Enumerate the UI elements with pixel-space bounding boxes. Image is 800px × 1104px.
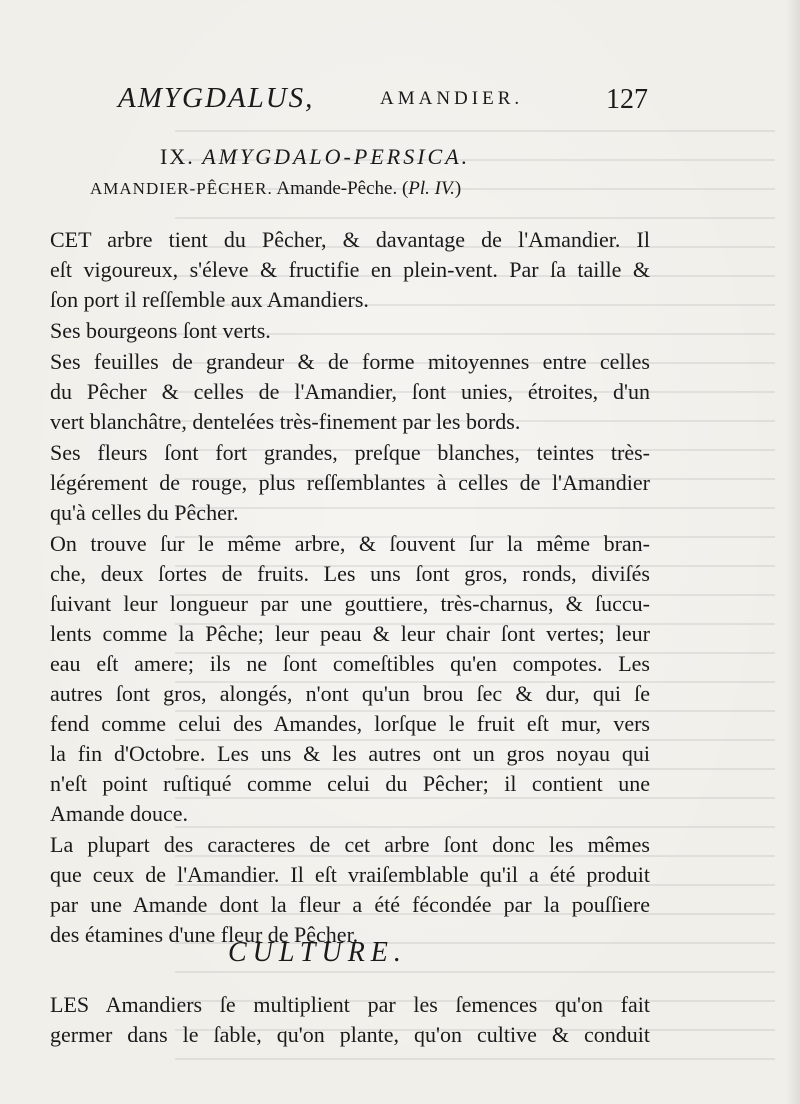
species-heading (160, 144, 470, 170)
text-line: des étamines d'une fleur de Pêcher. (50, 922, 359, 947)
culture-text (50, 992, 650, 1052)
text-line: Ses fleurs ſont fort grandes, preſque blanches, teintes très- (50, 440, 650, 465)
text-line: par une Amande dont la fleur a été fécondée par la pouſſiere (50, 892, 650, 917)
species-number: IX. (160, 144, 195, 169)
paragraph (50, 227, 650, 317)
paragraph (50, 318, 650, 348)
plate-open-paren: ( (401, 178, 409, 199)
plate-reference: Pl. IV. (408, 178, 455, 199)
text-line: eſt vigoureux, s'éleve & fructifie en plein-vent. Par ſa taille & (50, 257, 650, 282)
page-number: 127 (606, 84, 648, 115)
text-line: légérement de rouge, plus reſſemblantes à celles de l'Amandier (50, 470, 650, 495)
running-head-genus: AMYGDALUS, (118, 82, 315, 114)
text-line: che, deux ſortes de fruits. Les uns ſont gros, ronds, diviſés (50, 561, 650, 586)
paragraph (50, 832, 650, 952)
running-head-common-name: AMANDIER. (380, 88, 524, 109)
text-line: autres ſont gros, alongés, n'ont qu'un brou ſec & dur, qui ſe (50, 681, 650, 706)
text-line: n'eſt point ruſtiqué comme celui du Pêcher; il contient une (50, 771, 650, 796)
text-line: Ses bourgeons ſont verts. (50, 318, 271, 343)
text-line: Ses feuilles de grandeur & de forme mitoyennes entre celles (50, 349, 650, 374)
section-title: CULTURE. (228, 937, 407, 968)
text-line: qu'à celles du Pêcher. (50, 500, 239, 525)
text-line: vert blanchâtre, dentelées très-finement par les bords. (50, 409, 521, 434)
text-line: lents comme la Pêche; leur peau & leur chair ſont vertes; leur (50, 621, 650, 646)
running-head (118, 82, 648, 122)
text-line: que ceux de l'Amandier. Il eſt vraiſemblable qu'il a été produit (50, 862, 650, 887)
page-edge-shadow (786, 0, 800, 1104)
synonym-line (90, 178, 461, 200)
text-line: On trouve ſur le même arbre, & ſouvent ſur la même bran- (50, 531, 650, 556)
paragraph (50, 349, 650, 439)
text-line: ſon port il reſſemble aux Amandiers. (50, 287, 369, 312)
paragraph (50, 440, 650, 530)
text-line: du Pêcher & celles de l'Amandier, ſont unies, étroites, d'un (50, 379, 650, 404)
synonym-alt: Amande-Pêche. (276, 178, 398, 199)
synonym-common: AMANDIER-PÊCHER. (90, 179, 273, 198)
text-line: ſuivant leur longueur par une gouttiere, très-charnus, & ſuccu- (50, 591, 650, 616)
species-name: AMYGDALO-PERSICA. (202, 144, 471, 169)
text-line: LES Amandiers ſe multiplient par les ſemences qu'on fait (50, 992, 650, 1017)
text-line: germer dans le ſable, qu'on plante, qu'on cultive & conduit (50, 1022, 650, 1047)
text-line: Amande douce. (50, 801, 189, 826)
description-text (50, 227, 650, 953)
text-line: la fin d'Octobre. Les uns & les autres ont un gros noyau qui (50, 741, 650, 766)
text-line: La plupart des caracteres de cet arbre ſont donc les mêmes (50, 832, 650, 857)
text-line: fend comme celui des Amandes, lorſque le fruit eſt mur, vers (50, 711, 650, 736)
plate-close-paren: ) (454, 178, 462, 199)
text-line: eau eſt amere; ils ne ſont comeſtibles qu'en compotes. Les (50, 651, 650, 676)
text-line: CET arbre tient du Pêcher, & davantage de l'Amandier. Il (50, 227, 650, 252)
paragraph (50, 531, 650, 831)
